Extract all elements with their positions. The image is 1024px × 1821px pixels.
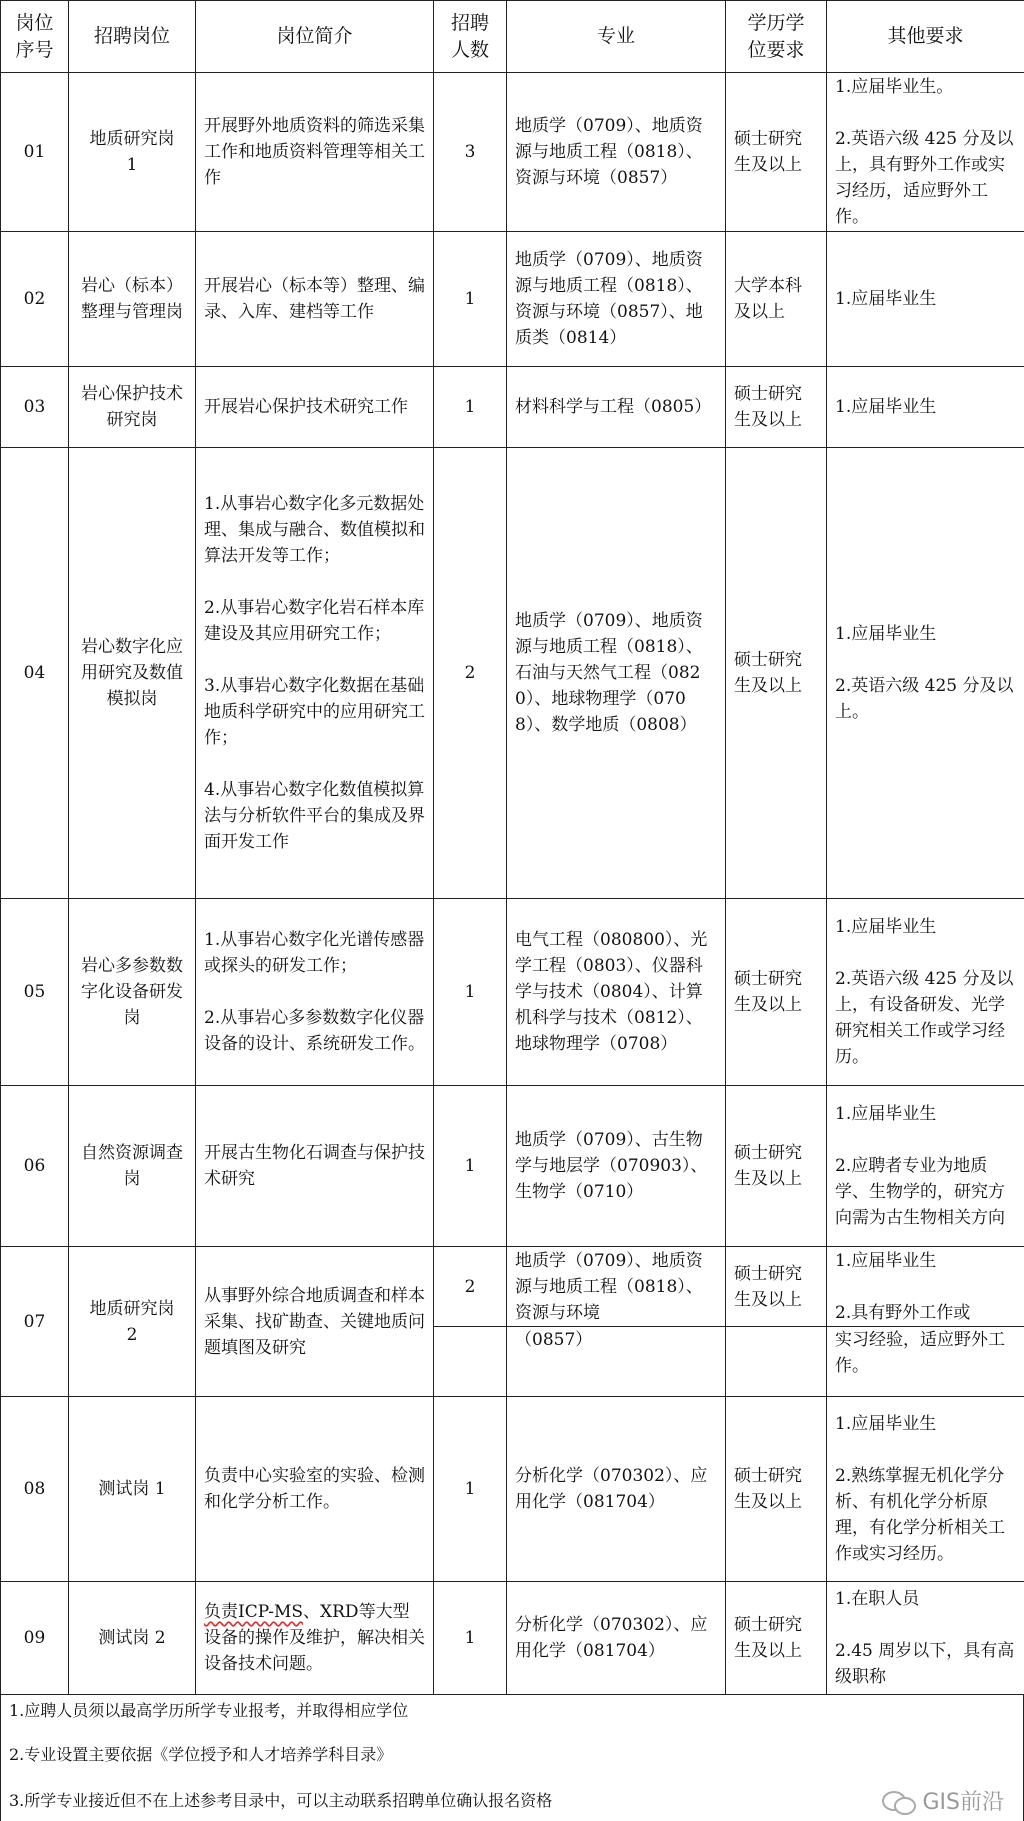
row-edu: 大学本科及以上 — [726, 232, 827, 367]
row-edu: 硕士研究生及以上 — [726, 73, 827, 232]
row-desc-icp: 负责ICP-MS — [204, 1602, 304, 1622]
row-id: 09 — [1, 1582, 69, 1695]
row-desc: 开展野外地质资料的筛选采集工作和地质资料管理等相关工作 — [196, 73, 434, 232]
row-other: 1.应届毕业生 — [827, 367, 1024, 448]
empty-cell — [726, 1327, 827, 1397]
row-major: 分析化学（070302）、应用化学（081704） — [507, 1397, 726, 1582]
row-post: 岩心保护技术研究岗 — [69, 367, 196, 448]
row-post: 测试岗 2 — [69, 1582, 196, 1695]
row-edu: 硕士研究生及以上 — [726, 1582, 827, 1695]
row-major: 材料科学与工程（0805） — [507, 367, 726, 448]
header-major: 专业 — [507, 1, 726, 73]
notes-section — [0, 1695, 1024, 1821]
row-major: 地质学（0709）、地质资源与地质工程（0818）、资源与环境 — [507, 1247, 726, 1327]
note-3: 3.所学专业接近但不在上述参考目录中，可以主动联系招聘单位确认报名资格 — [9, 1791, 553, 1810]
note-2: 2.专业设置主要依据《学位授予和人才培养学科目录》 — [9, 1745, 393, 1764]
note-1: 1.应聘人员须以最高学历所学专业报考，并取得相应学位 — [9, 1701, 409, 1720]
row-desc: 1.从事岩心数字化多元数据处理、集成与融合、数值模拟和算法开发等工作； 2.从事岩心数字化岩石样本库建设及其应用研究工作； 3.从事岩心数字化数据在基础地质科学研究中的应用研究工作； 4.从事岩心数字化数值模拟算法与分析软件平台的集成及界面开发工作 — [196, 448, 434, 899]
row-major-continued: （0857） — [507, 1327, 726, 1397]
row-desc: 从事野外综合地质调查和样本采集、找矿勘查、关键地质问题填图及研究 — [196, 1247, 434, 1397]
table-row — [1, 73, 1024, 232]
row-other: 1.应届毕业生 — [827, 232, 1024, 367]
header-desc: 岗位简介 — [196, 1, 434, 73]
row-major: 电气工程（080800）、光学工程（0803）、仪器科学与技术（0804）、计算机科学与技术（0812）、地球物理学（0708） — [507, 899, 726, 1086]
header-edu: 学历学 位要求 — [726, 1, 827, 73]
row-major: 地质学（0709）、地质资源与地质工程（0818）、石油与天然气工程（0820）、地球物理学（0708）、数学地质（0808） — [507, 448, 726, 899]
header-count: 招聘 人数 — [434, 1, 507, 73]
row-post: 岩心数字化应用研究及数值模拟岗 — [69, 448, 196, 899]
row-id: 05 — [1, 899, 69, 1086]
row-id: 02 — [1, 232, 69, 367]
row-count: 3 — [434, 73, 507, 232]
header-row — [1, 1, 1024, 73]
row-id: 06 — [1, 1086, 69, 1247]
row-post: 测试岗 1 — [69, 1397, 196, 1582]
row-edu: 硕士研究生及以上 — [726, 367, 827, 448]
row-post: 地质研究岗 1 — [69, 73, 196, 232]
row-desc: 1.从事岩心数字化光谱传感器或探头的研发工作； 2.从事岩心多参数数字化仪器设备的设计、系统研发工作。 — [196, 899, 434, 1086]
row-major: 地质学（0709）、古生物学与地层学（070903）、生物学（0710） — [507, 1086, 726, 1247]
row-other: 1.应届毕业生 2.具有野外工作或 — [827, 1247, 1024, 1327]
row-other: 1.应届毕业生 2.应聘者专业为地质学、生物学的，研究方向需为古生物相关方向 — [827, 1086, 1024, 1247]
row-edu: 硕士研究生及以上 — [726, 899, 827, 1086]
row-count: 1 — [434, 367, 507, 448]
row-desc: 开展岩心（标本等）整理、编录、入库、建档等工作 — [196, 232, 434, 367]
row-id: 07 — [1, 1247, 69, 1397]
row-id: 01 — [1, 73, 69, 232]
row-edu: 硕士研究生及以上 — [726, 448, 827, 899]
empty-cell — [434, 1327, 507, 1397]
row-id: 04 — [1, 448, 69, 899]
row-desc — [196, 1582, 434, 1695]
row-other: 1.应届毕业生 2.熟练掌握无机化学分析、有机化学分析原理，有化学分析相关工作或实习经历。 — [827, 1397, 1024, 1582]
row-other-continued: 实习经验，适应野外工作。 — [827, 1327, 1024, 1397]
table-row — [1, 448, 1024, 899]
row-post: 自然资源调查岗 — [69, 1086, 196, 1247]
row-desc: 开展古生物化石调查与保护技术研究 — [196, 1086, 434, 1247]
row-other: 1.应届毕业生 2.英语六级 425 分及以上，有设备研发、光学研究相关工作或学习经历。 — [827, 899, 1024, 1086]
row-count: 1 — [434, 232, 507, 367]
row-other: 1.应届毕业生。 2.英语六级 425 分及以上，具有野外工作或实习经历，适应野外工作。 — [827, 73, 1024, 232]
table-row — [1, 899, 1024, 1086]
row-desc: 负责中心实验室的实验、检测和化学分析工作。 — [196, 1397, 434, 1582]
row-other: 1.在职人员 2.45 周岁以下，具有高级职称 — [827, 1582, 1024, 1695]
table-row — [1, 1086, 1024, 1247]
wechat-icon — [882, 1789, 916, 1813]
row-count: 1 — [434, 1582, 507, 1695]
row-id: 03 — [1, 367, 69, 448]
row-count: 1 — [434, 1397, 507, 1582]
row-count: 1 — [434, 1086, 507, 1247]
row-major: 分析化学（070302）、应用化学（081704） — [507, 1582, 726, 1695]
table-row — [1, 232, 1024, 367]
row-count: 2 — [434, 448, 507, 899]
row-post: 岩心（标本）整理与管理岗 — [69, 232, 196, 367]
row-desc: 开展岩心保护技术研究工作 — [196, 367, 434, 448]
row-count: 1 — [434, 899, 507, 1086]
table-row — [1, 1582, 1024, 1695]
row-edu: 硕士研究生及以上 — [726, 1247, 827, 1327]
row-edu: 硕士研究生及以上 — [726, 1397, 827, 1582]
row-major: 地质学（0709）、地质资源与地质工程（0818）、资源与环境（0857）、地质类（0814） — [507, 232, 726, 367]
watermark — [882, 1785, 1004, 1816]
row-desc-rest: 、XRD等大型设备的操作及维护，解决相关设备技术问题。 — [204, 1602, 425, 1674]
header-other: 其他要求 — [827, 1, 1024, 73]
row-other: 1.应届毕业生 2.英语六级 425 分及以上。 — [827, 448, 1024, 899]
row-post: 地质研究岗 2 — [69, 1247, 196, 1397]
row-post: 岩心多参数数字化设备研发岗 — [69, 899, 196, 1086]
row-count: 2 — [434, 1247, 507, 1327]
table-row — [1, 1247, 1024, 1327]
row-major: 地质学（0709）、地质资源与地质工程（0818）、资源与环境（0857） — [507, 73, 726, 232]
table-row — [1, 367, 1024, 448]
header-id: 岗位 序号 — [1, 1, 69, 73]
row-id: 08 — [1, 1397, 69, 1582]
header-post: 招聘岗位 — [69, 1, 196, 73]
row-edu: 硕士研究生及以上 — [726, 1086, 827, 1247]
watermark-text: GIS前沿 — [922, 1790, 1004, 1815]
table-row — [1, 1397, 1024, 1582]
